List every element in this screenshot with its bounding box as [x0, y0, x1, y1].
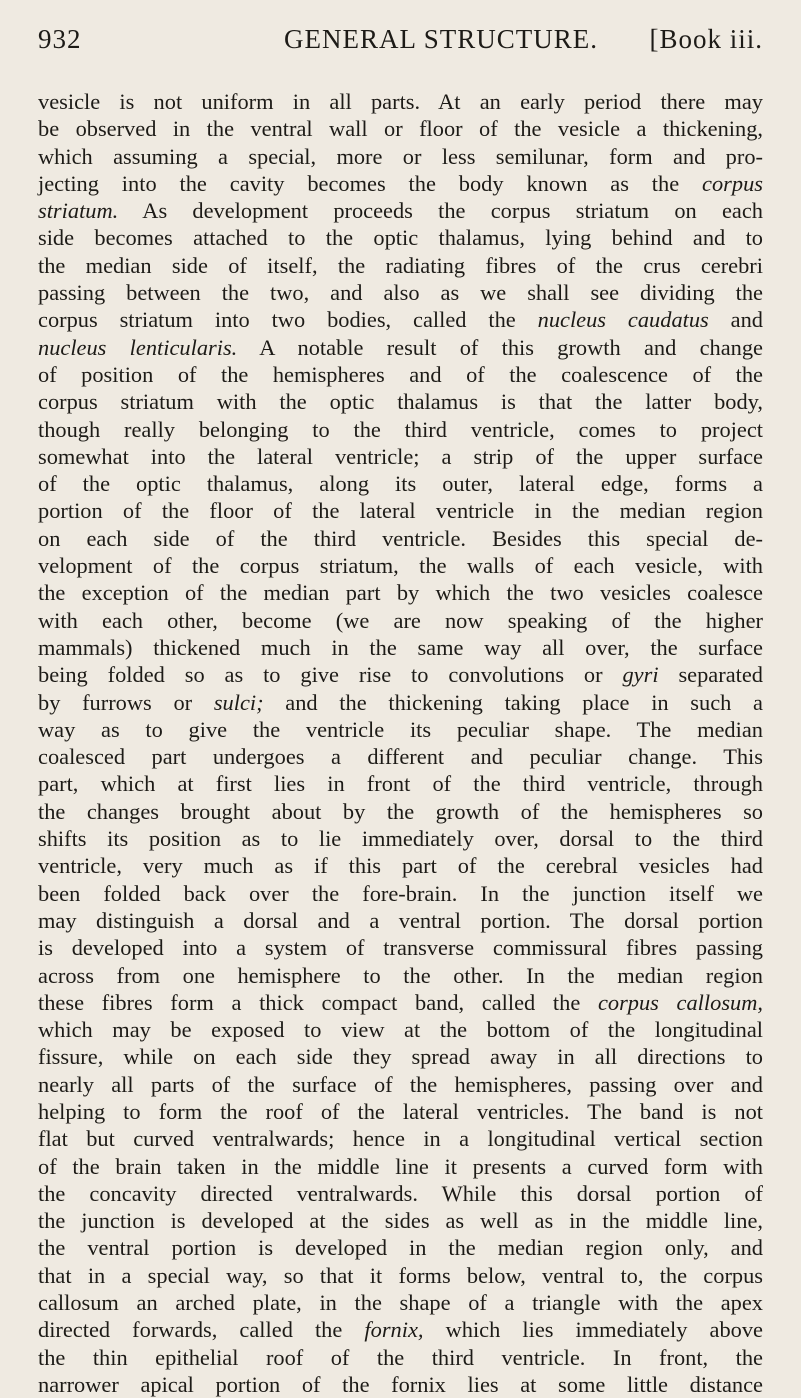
text-run: A notable result of this growth and change: [237, 334, 763, 360]
text-line: [38, 1016, 763, 1043]
text-run: separated: [658, 662, 763, 688]
text-line: [38, 1098, 763, 1125]
text-line: [38, 907, 763, 934]
text-run: across from one hemisphere to the other. In the median region: [38, 962, 763, 988]
text-line: [38, 1344, 763, 1371]
text-run: corpus striatum into two bodies, called the: [38, 307, 538, 333]
text-run: nearly all parts of the surface of the hemispheres, passing over and: [38, 1071, 763, 1097]
text-run: and: [708, 307, 763, 333]
book-reference: [Book iii.: [649, 24, 763, 54]
text-line: [38, 334, 763, 361]
text-line: [38, 1234, 763, 1261]
text-line: [38, 306, 763, 333]
text-run: be observed in the ventral wall or floor of the vesicle a thickening,: [38, 116, 763, 142]
italic-term: gyri: [622, 662, 659, 688]
text-run: shifts its position as to lie immediately over, dorsal to the third: [38, 826, 763, 852]
text-run: of the brain taken in the middle line it presents a curved form with: [38, 1153, 763, 1179]
text-line: [38, 1207, 763, 1234]
text-run: As development proceeds the corpus striatum on each: [118, 198, 763, 224]
text-line: [38, 497, 763, 524]
text-line: [38, 388, 763, 415]
text-line: [38, 607, 763, 634]
text-line: [38, 989, 763, 1016]
text-line: [38, 279, 763, 306]
running-head: GENERAL STRUCTURE.: [284, 24, 598, 54]
text-line: [38, 962, 763, 989]
text-run: the concavity directed ventralwards. While this dorsal portion of: [38, 1180, 763, 1206]
text-line: [38, 1071, 763, 1098]
text-run: which lies immediately above: [423, 1317, 763, 1343]
text-run: with each other, become (we are now speaking of the higher: [38, 607, 763, 633]
text-run: which may be exposed to view at the bottom of the longitudinal: [38, 1017, 763, 1043]
text-line: [38, 634, 763, 661]
text-line: [38, 416, 763, 443]
text-run: vesicle is not uniform in all parts. At an early period there may: [38, 89, 763, 114]
text-run: side becomes attached to the optic thalamus, lying behind and to: [38, 225, 763, 251]
text-line: [38, 1043, 763, 1070]
text-run: may distinguish a dorsal and a ventral portion. The dorsal portion: [38, 907, 763, 933]
italic-term: corpus callosum,: [597, 989, 763, 1015]
text-run: is developed into a system of transverse commissural fibres passing: [38, 935, 763, 961]
text-line: [38, 770, 763, 797]
page-number: 932: [38, 24, 82, 54]
text-run: ventricle, very much as if this part of the cerebral vesicles had: [38, 853, 763, 879]
text-run: helping to form the roof of the lateral ventricles. The band is not: [38, 1098, 763, 1124]
text-line: [38, 1125, 763, 1152]
italic-term: corpus: [702, 170, 763, 196]
text-line: [38, 743, 763, 770]
text-run: flat but curved ventralwards; hence in a longitudinal vertical section: [38, 1126, 763, 1152]
text-line: [38, 143, 763, 170]
text-line: [38, 1180, 763, 1207]
text-line: [38, 661, 763, 688]
text-run: on each side of the third ventricle. Besides this special de-: [38, 525, 763, 551]
text-run: by furrows or: [38, 689, 214, 715]
text-run: the median side of itself, the radiating fibres of the crus cerebri: [38, 252, 763, 278]
text-line: [38, 1371, 763, 1398]
text-line: [38, 716, 763, 743]
text-run: directed forwards, called the: [38, 1317, 365, 1343]
text-run: the thin epithelial roof of the third ventricle. In front, the: [38, 1344, 763, 1370]
text-run: passing between the two, and also as we shall see dividing the: [38, 280, 763, 306]
text-line: [38, 525, 763, 552]
text-run: the ventral portion is developed in the median region only, and: [38, 1235, 763, 1261]
text-run: the exception of the median part by which the two vesicles coalesce: [38, 580, 763, 606]
text-line: [38, 1316, 763, 1343]
text-run: the changes brought about by the growth of the hemispheres so: [38, 798, 763, 824]
italic-term: sulci;: [213, 689, 264, 715]
text-line: [38, 934, 763, 961]
text-run: way as to give the ventricle its peculiar shape. The median: [38, 716, 763, 742]
text-line: [38, 1289, 763, 1316]
text-run: corpus striatum with the optic thalamus is that the latter body,: [38, 389, 763, 415]
text-line: [38, 852, 763, 879]
text-run: callosum an arched plate, in the shape of a triangle with the apex: [38, 1290, 763, 1316]
text-run: being folded so as to give rise to convolutions or: [38, 662, 623, 688]
text-line: [38, 552, 763, 579]
text-run: these fibres form a thick compact band, called the: [38, 989, 598, 1015]
text-line: [38, 443, 763, 470]
text-run: of position of the hemispheres and of the coalescence of the: [38, 361, 763, 387]
text-line: [38, 689, 763, 716]
text-line: [38, 88, 763, 115]
text-run: of the optic thalamus, along its outer, lateral edge, forms a: [38, 471, 763, 497]
text-run: velopment of the corpus striatum, the walls of each vesicle, with: [38, 553, 763, 579]
text-run: narrower apical portion of the fornix lies at some little distance: [38, 1371, 763, 1397]
text-line: [38, 579, 763, 606]
text-run: which assuming a special, more or less semilunar, form and pro-: [38, 143, 763, 169]
italic-term: striatum.: [38, 198, 119, 224]
text-line: [38, 252, 763, 279]
text-line: [38, 1153, 763, 1180]
text-line: [38, 170, 763, 197]
text-run: coalesced part undergoes a different and peculiar change. This: [38, 744, 763, 770]
italic-term: fornix,: [364, 1317, 424, 1343]
text-line: [38, 197, 763, 224]
text-run: jecting into the cavity becomes the body known as the: [38, 170, 703, 196]
text-run: and the thickening taking place in such a: [263, 689, 763, 715]
text-run: mammals) thickened much in the same way all over, the surface: [38, 634, 763, 660]
text-line: [38, 1262, 763, 1289]
text-line: [38, 880, 763, 907]
text-line: [38, 115, 763, 142]
text-line: [38, 224, 763, 251]
text-run: that in a special way, so that it forms below, ventral to, the corpus: [38, 1262, 763, 1288]
text-run: though really belonging to the third ventricle, comes to project: [38, 416, 763, 442]
italic-term: nucleus lenticularis.: [38, 334, 238, 360]
text-run: been folded back over the fore-brain. In the junction itself we: [38, 880, 763, 906]
text-line: [38, 470, 763, 497]
text-run: part, which at first lies in front of the third ventricle, through: [38, 771, 763, 797]
text-run: fissure, while on each side they spread away in all directions to: [38, 1044, 763, 1070]
text-run: portion of the floor of the lateral ventricle in the median region: [38, 498, 763, 524]
body-text: [38, 88, 763, 1398]
text-line: [38, 798, 763, 825]
italic-term: nucleus caudatus: [537, 307, 709, 333]
page-header: [38, 24, 763, 58]
text-line: [38, 361, 763, 388]
text-run: the junction is developed at the sides as well as in the middle line,: [38, 1208, 763, 1234]
text-run: somewhat into the lateral ventricle; a strip of the upper surface: [38, 443, 763, 469]
text-line: [38, 825, 763, 852]
